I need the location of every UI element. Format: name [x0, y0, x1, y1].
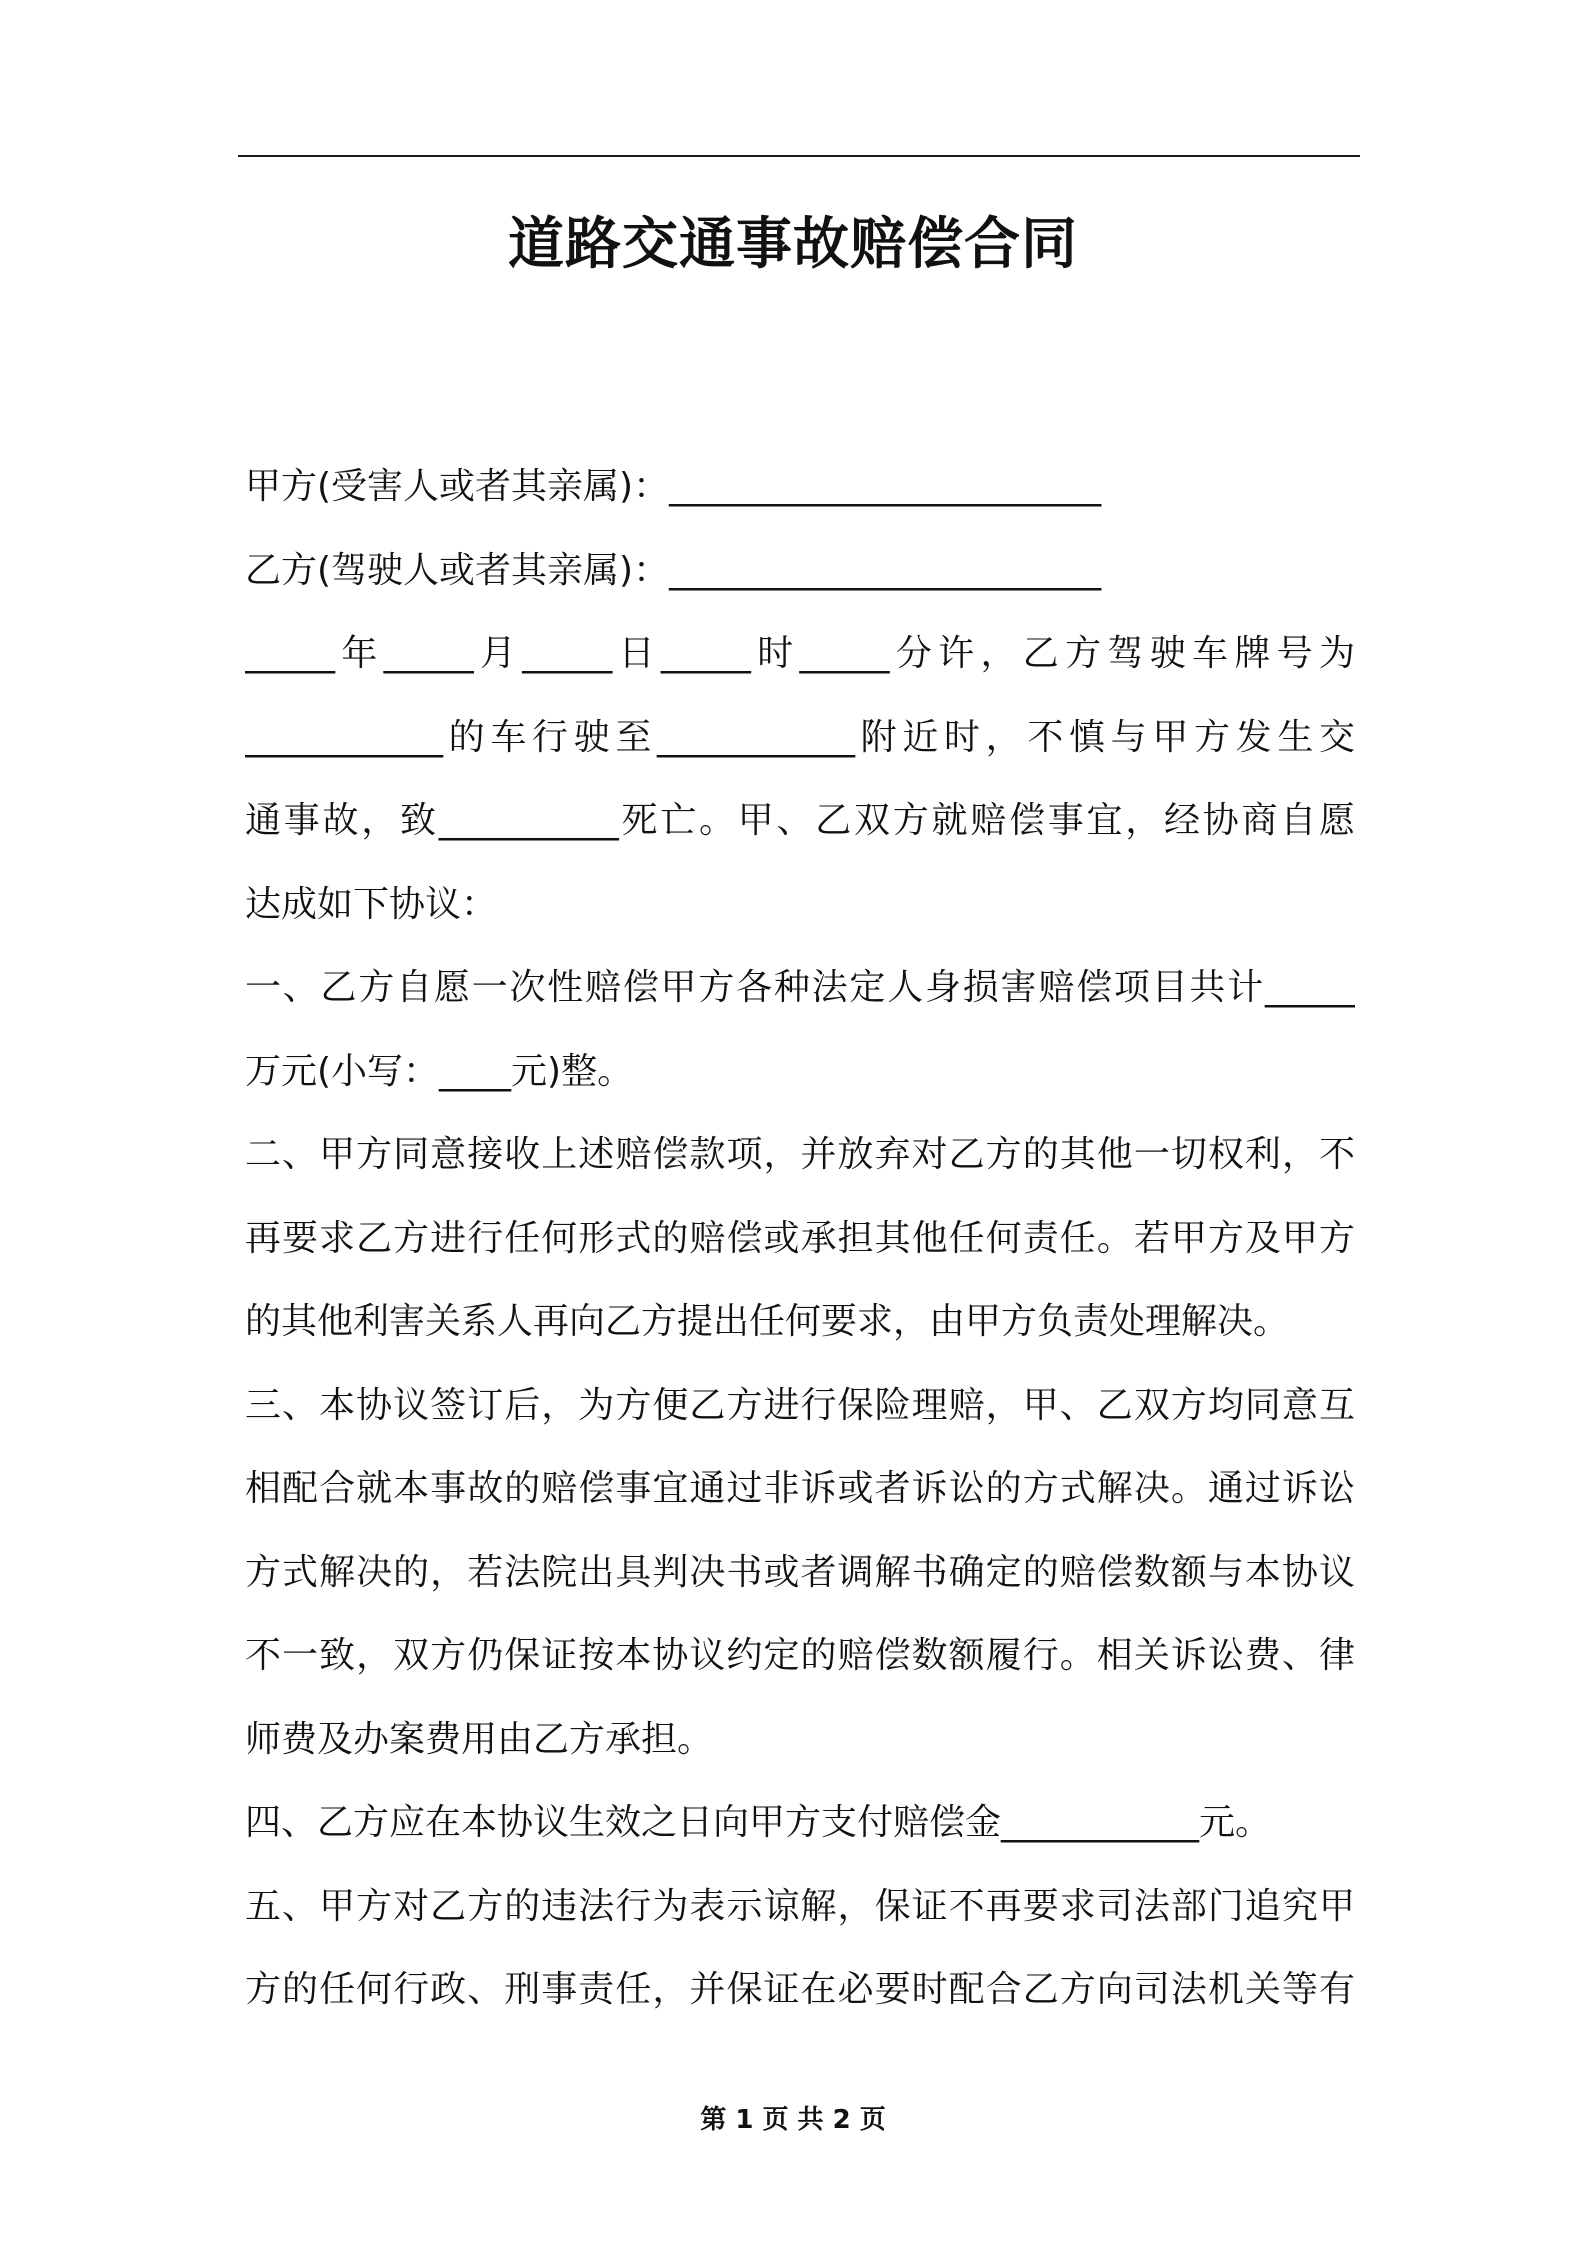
header-rule	[238, 155, 1360, 157]
page-number-footer: 第 1 页 共 2 页	[700, 2105, 886, 2135]
clause-2-line: 再要求乙方进行任何形式的赔偿或承担其他任何责任。若甲方及甲方	[245, 1217, 1355, 1259]
clause-3-line: 不一致，双方仍保证按本协议约定的赔偿数额履行。相关诉讼费、律	[245, 1635, 1355, 1676]
body-line: 通事故，致__________死亡。甲、乙双方就赔偿事宜，经协商自愿	[245, 800, 1355, 841]
party-a-line: 甲方(受害人或者其亲属)：________________________	[245, 466, 1102, 507]
clause-4-line: 四、乙方应在本协议生效之日向甲方支付赔偿金___________元。	[245, 1802, 1272, 1843]
clause-3-line: 相配合就本事故的赔偿事宜通过非诉或者诉讼的方式解决。通过诉讼	[245, 1468, 1355, 1509]
clause-2-line: 二、甲方同意接收上述赔偿款项，并放弃对乙方的其他一切权利，不	[245, 1134, 1355, 1175]
clause-1-line: 万元(小写：____元)整。	[245, 1050, 634, 1092]
clause-3-line: 三、本协议签订后，为方便乙方进行保险理赔，甲、乙双方均同意互	[245, 1384, 1355, 1426]
clause-1-line: 一、乙方自愿一次性赔偿甲方各种法定人身损害赔偿项目共计_____	[245, 967, 1355, 1008]
contract-body	[245, 445, 1355, 2032]
clause-3-line: 师费及办案费用由乙方承担。	[245, 1718, 714, 1760]
clause-5-line: 方的任何行政、刑事责任，并保证在必要时配合乙方向司法机关等有	[245, 1969, 1355, 2010]
clause-5-line: 五、甲方对乙方的违法行为表示谅解，保证不再要求司法部门追究甲	[245, 1885, 1355, 1927]
body-line: _____年_____月_____日_____时_____分许，乙方驾驶车牌号为	[245, 633, 1355, 674]
document-title: 道路交通事故赔偿合同	[508, 212, 1078, 277]
clause-3-line: 方式解决的，若法院出具判决书或者调解书确定的赔偿数额与本协议	[245, 1551, 1355, 1593]
party-b-line: 乙方(驾驶人或者其亲属)：________________________	[245, 549, 1102, 591]
body-line: 达成如下协议：	[245, 883, 498, 925]
clause-2-line: 的其他利害关系人再向乙方提出任何要求，由甲方负责处理解决。	[245, 1301, 1290, 1342]
body-line: ___________的车行驶至___________附近时，不慎与甲方发生交	[245, 716, 1355, 758]
